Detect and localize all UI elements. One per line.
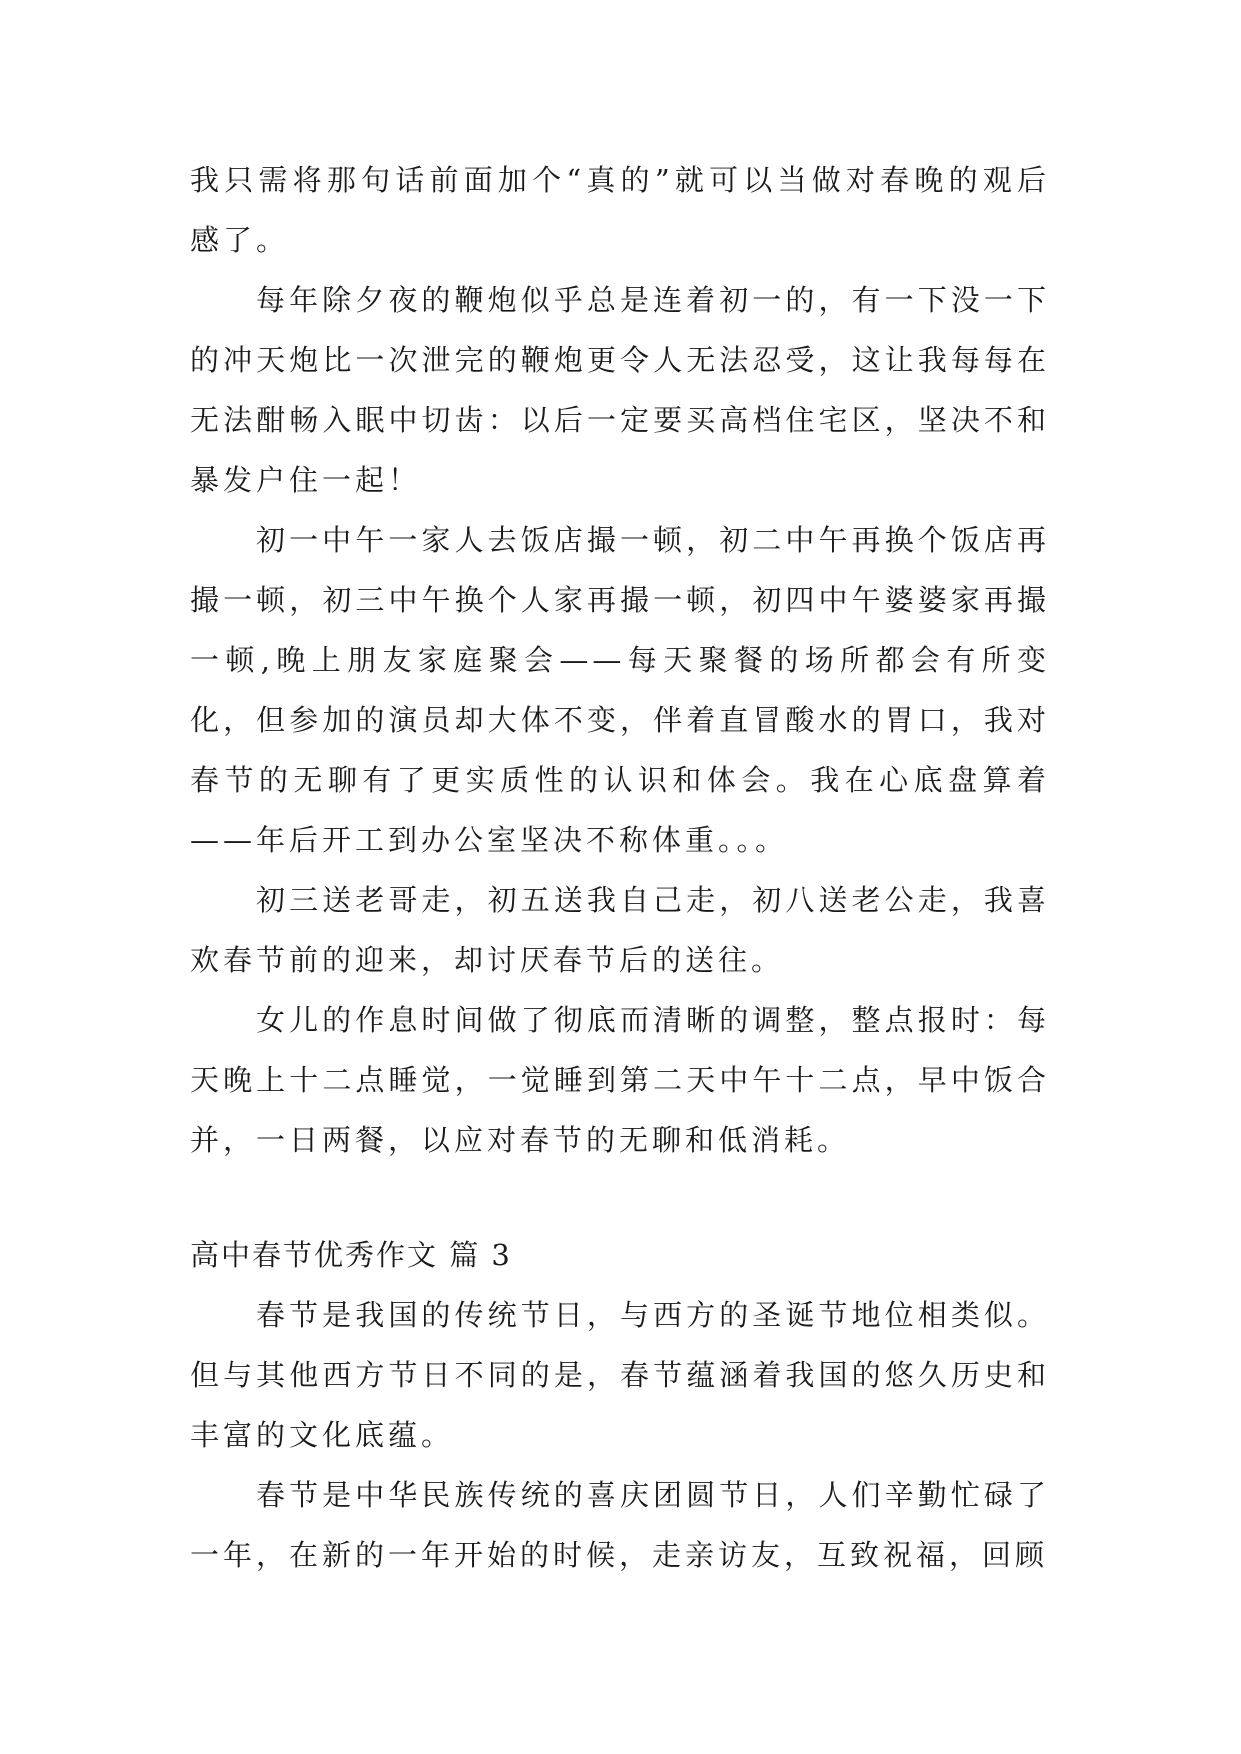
paragraph: 春节是我国的传统节日，与西方的圣诞节地位相类似。但与其他西方节日不同的是，春节蕴涵着我国的悠久历史和丰富的文化底蕴。 xyxy=(190,1298,1050,1452)
paragraph: 每年除夕夜的鞭炮似乎总是连着初一的，有一下没一下的冲天炮比一次泄完的鞭炮更令人无法忍受，这让我每每在无法酣畅入眠中切齿：以后一定要买高档住宅区，坚决不和暴发户住一起！ xyxy=(190,283,1050,497)
section-title: 高中春节优秀作文 篇 3 xyxy=(190,1238,512,1272)
paragraph: 初三送老哥走，初五送我自己走，初八送老公走，我喜欢春节前的迎来，却讨厌春节后的送往。 xyxy=(190,883,1050,977)
paragraph: 我只需将那句话前面加个“真的”就可以当做对春晚的观后感了。 xyxy=(190,163,1050,257)
document-body xyxy=(190,150,1050,1585)
paragraph: 初一中午一家人去饭店撮一顿，初二中午再换个饭店再撮一顿，初三中午换个人家再撮一顿，初四中午婆婆家再撮一顿,晚上朋友家庭聚会——每天聚餐的场所都会有所变化，但参加的演员却大体不变，伴着直冒酸水的胃口，我对春节的无聊有了更实质性的认识和体会。我在心底盘算着——年后开工到办公室坚决不称体重。。。 xyxy=(190,523,1050,857)
paragraph: 女儿的作息时间做了彻底而清晰的调整，整点报时：每天晚上十二点睡觉，一觉睡到第二天中午十二点，早中饭合并，一日两餐，以应对春节的无聊和低消耗。 xyxy=(190,1003,1050,1157)
paragraph: 春节是中华民族传统的喜庆团圆节日，人们辛勤忙碌了一年，在新的一年开始的时候，走亲访友，互致祝福，回顾 xyxy=(190,1478,1050,1572)
